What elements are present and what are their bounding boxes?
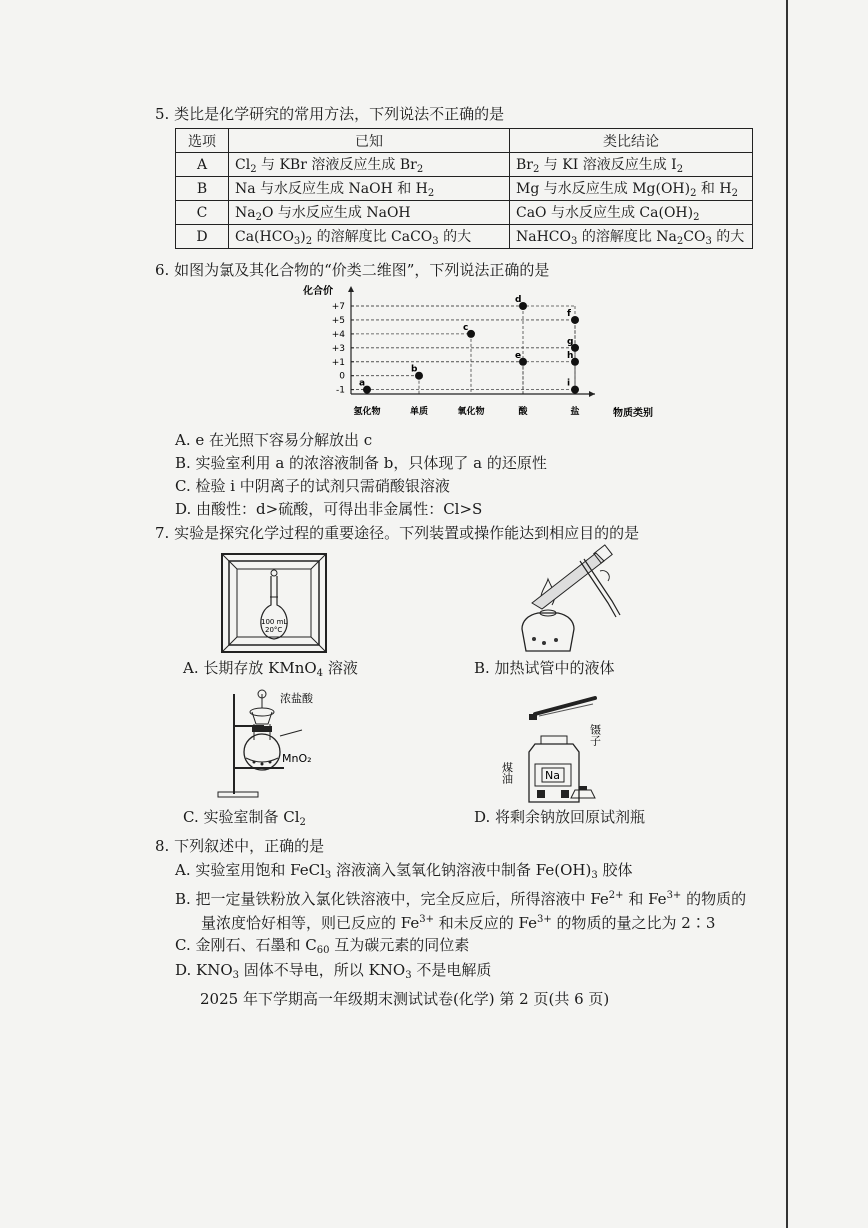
figure-b-heating-tube [508, 543, 648, 658]
data-point [571, 316, 579, 324]
figure-a-caption: A. 长期存放 KMnO$_4$ 溶液 [183, 659, 358, 679]
question-6-option-c: C. 检验 i 中阴离子的试剂只需硝酸银溶液 [175, 477, 450, 495]
page-edge-line [786, 0, 788, 1228]
x-tick-label: 单质 [409, 407, 429, 417]
question-6-option-a: A. e 在光照下容易分解放出 c [175, 431, 373, 449]
label-na: Na [545, 769, 560, 782]
data-point-label: e [515, 350, 522, 361]
row-conclusion: $Br_2$ 与 KI 溶液反应生成 $I_2$ [510, 153, 753, 177]
figure-c-chlorine-apparatus [212, 686, 332, 804]
figure-c-caption: C. 实验室制备 $Cl_2$ [183, 808, 306, 828]
question-5-table [175, 128, 753, 249]
question-6-option-b: B. 实验室利用 a 的浓溶液制备 b，只体现了 a 的还原性 [175, 454, 547, 472]
row-conclusion: Mg 与水反应生成 $Mg(OH)_2$ 和 $H_2$ [510, 177, 753, 201]
row-known: $Cl_2$ 与 KBr 溶液反应生成 $Br_2$ [229, 153, 510, 177]
flask-temp-label: 20°C [265, 626, 283, 634]
figure-a-storage-flask [221, 553, 327, 653]
table-row [176, 225, 753, 249]
data-point-label: h [567, 350, 574, 361]
table-row [176, 201, 753, 225]
x-tick-label: 盐 [570, 407, 580, 417]
label-kerosene: 煤油 [500, 762, 514, 784]
row-conclusion: CaO 与水反应生成 $Ca(OH)_2$ [510, 201, 753, 225]
x-tick-label: 氢化物 [353, 407, 381, 417]
data-point-label: a [359, 378, 366, 389]
question-6-option-d: D. 由酸性：d>硫酸，可得出非金属性：Cl>S [175, 500, 483, 518]
figure-b-caption: B. 加热试管中的液体 [474, 659, 615, 677]
label-tweezers: 镊子 [588, 724, 602, 746]
y-tick-label: +3 [331, 343, 345, 354]
x-axis-arrow [589, 391, 595, 397]
data-point-label: i [567, 378, 571, 389]
table-header-known: 已知 [229, 129, 510, 153]
y-tick-label: +1 [331, 357, 345, 368]
flask-volume-label: 100 mL [261, 618, 288, 626]
x-tick-label: 酸 [518, 407, 528, 417]
y-axis-label: 化合价 [303, 286, 333, 297]
question-8-option-a: A. 实验室用饱和 FeCl$_3$ 溶液滴入氢氧化钠溶液中制备 $Fe(OH)_3$ 胶体 [175, 861, 633, 881]
y-tick-label: +7 [331, 302, 345, 312]
y-tick-label: 0 [339, 371, 345, 382]
figure-d-caption: D. 将剩余钠放回原试剂瓶 [474, 808, 646, 826]
x-tick-label: 氧化物 [457, 407, 485, 417]
row-option: A [176, 153, 229, 177]
data-point-label: g [567, 336, 574, 347]
row-known: $Ca(HCO_3)_2$ 的溶解度比 CaCO$_3$ 的大 [229, 225, 510, 249]
data-point-label: b [411, 364, 418, 375]
question-6-stem: 6. 如图为氯及其化合物的“价类二维图”，下列说法正确的是 [155, 261, 550, 279]
table-header-option: 选项 [176, 129, 229, 153]
data-point [571, 386, 579, 394]
data-point-label: d [515, 295, 522, 305]
table-row [176, 153, 753, 177]
row-option: D [176, 225, 229, 249]
data-point-label: f [567, 308, 571, 319]
table-header-conclusion: 类比结论 [510, 129, 753, 153]
row-option: C [176, 201, 229, 225]
y-tick-label: +5 [331, 315, 345, 326]
question-7-stem: 7. 实验是探究化学过程的重要途径。下列装置或操作能达到相应目的的是 [155, 524, 640, 542]
question-8-stem: 8. 下列叙述中，正确的是 [155, 837, 325, 855]
label-conc-hcl: 浓盐酸 [280, 692, 313, 705]
question-8-option-d: D. $KNO_3$ 固体不导电，所以 $KNO_3$ 不是电解质 [175, 961, 492, 981]
row-known: Na 与水反应生成 NaOH 和 $H_2$ [229, 177, 510, 201]
label-mno2: MnO₂ [282, 752, 312, 765]
table-row [176, 177, 753, 201]
row-option: B [176, 177, 229, 201]
figure-d-sodium-bottle [495, 690, 615, 806]
y-axis-arrow [348, 286, 354, 292]
question-5-stem: 5. 类比是化学研究的常用方法，下列说法不正确的是 [155, 105, 505, 123]
question-8-option-b: B. 把一定量铁粉放入氯化铁溶液中，完全反应后，所得溶液中 $Fe^{2+}$ 和 $Fe^{3+}$ 的物质的 [175, 890, 747, 908]
data-point-label: c [463, 322, 469, 333]
question-8-option-c: C. 金刚石、石墨和 $C_{60}$ 互为碳元素的同位素 [175, 936, 470, 956]
row-known: $Na_2O$ 与水反应生成 NaOH [229, 201, 510, 225]
page-footer: 2025 年下学期高一年级期末测试试卷(化学) 第 2 页(共 6 页) [200, 990, 610, 1008]
valence-class-chart [295, 282, 665, 422]
x-axis-label: 物质类别 [613, 408, 653, 419]
y-tick-label: +4 [331, 329, 345, 340]
question-8-option-b-cont: 量浓度恰好相等，则已反应的 $Fe^{3+}$ 和未反应的 $Fe^{3+}$ 的物质的量之比为 2∶3 [201, 914, 716, 932]
row-conclusion: NaHCO$_3$ 的溶解度比 $Na_2CO_3$ 的大 [510, 225, 753, 249]
y-tick-label: -1 [336, 385, 345, 396]
